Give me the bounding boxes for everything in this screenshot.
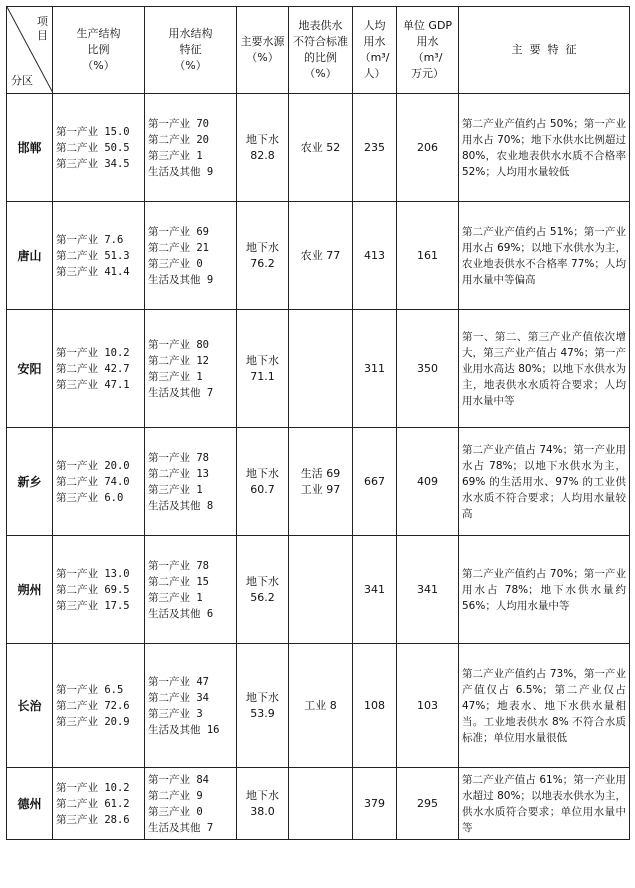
surface-cell: 工业 8 bbox=[289, 644, 353, 768]
feature-cell: 第二产业产值占 74%；第一产业用水占 78%；以地下水供水为主，69% 的生活用水、97% 的工业供水水质不符合要求；人均用水量较高 bbox=[459, 428, 630, 536]
region-cell: 德州 bbox=[7, 768, 53, 840]
water-use-cell: 第一产业 84 第二产业 9 第三产业 0 生活及其他 7 bbox=[145, 768, 237, 840]
gdp-water-cell: 161 bbox=[397, 202, 459, 310]
corner-top-label: 项 目 bbox=[37, 15, 48, 42]
surface-cell: 农业 77 bbox=[289, 202, 353, 310]
feature-cell: 第二产业产值约占 50%；第一产业用水占 70%；地下水供水比例超过 80%，农业地表供水水质不合格率 52%；人均用水量较低 bbox=[459, 94, 630, 202]
gdp-water-cell: 350 bbox=[397, 310, 459, 428]
gdp-water-cell: 295 bbox=[397, 768, 459, 840]
header-per-capita: 人均 用水 （m³/ 人） bbox=[353, 7, 397, 94]
water-use-cell: 第一产业 78 第二产业 15 第三产业 1 生活及其他 6 bbox=[145, 536, 237, 644]
table-row bbox=[7, 310, 630, 428]
per-capita-cell: 667 bbox=[353, 428, 397, 536]
feature-cell: 第二产业产值约占 70%；第一产业用水占 78%；地下水供水量约 56%；人均用水量中等 bbox=[459, 536, 630, 644]
gdp-water-cell: 341 bbox=[397, 536, 459, 644]
corner-bottom-label: 分区 bbox=[11, 74, 33, 87]
region-cell: 安阳 bbox=[7, 310, 53, 428]
gdp-water-cell: 206 bbox=[397, 94, 459, 202]
header-surface: 地表供水 不符合标准 的比例 （%） bbox=[289, 7, 353, 94]
feature-cell: 第二产业产值约占 51%；第一产业用水占 69%；以地下水供水为主，农业地表供水不合格率 77%；人均用水量中等偏高 bbox=[459, 202, 630, 310]
per-capita-cell: 311 bbox=[353, 310, 397, 428]
header-water-use: 用水结构 特征 （%） bbox=[145, 7, 237, 94]
gdp-water-cell: 409 bbox=[397, 428, 459, 536]
feature-cell: 第一、第二、第三产业产值依次增大，第三产业产值占 47%；第一产业用水高达 80%；以地下水供水为主，地表供水水质符合要求；人均用水量中等 bbox=[459, 310, 630, 428]
production-cell: 第一产业 20.0 第二产业 74.0 第三产业 6.0 bbox=[53, 428, 145, 536]
source-cell: 地下水 53.9 bbox=[237, 644, 289, 768]
surface-cell: 农业 52 bbox=[289, 94, 353, 202]
region-cell: 邯郸 bbox=[7, 94, 53, 202]
production-cell: 第一产业 10.2 第二产业 42.7 第三产业 47.1 bbox=[53, 310, 145, 428]
production-cell: 第一产业 13.0 第二产业 69.5 第三产业 17.5 bbox=[53, 536, 145, 644]
region-cell: 唐山 bbox=[7, 202, 53, 310]
source-cell: 地下水 71.1 bbox=[237, 310, 289, 428]
production-cell: 第一产业 15.0 第二产业 50.5 第三产业 34.5 bbox=[53, 94, 145, 202]
water-use-cell: 第一产业 80 第二产业 12 第三产业 1 生活及其他 7 bbox=[145, 310, 237, 428]
table-row bbox=[7, 536, 630, 644]
gdp-water-cell: 103 bbox=[397, 644, 459, 768]
per-capita-cell: 413 bbox=[353, 202, 397, 310]
surface-cell bbox=[289, 768, 353, 840]
water-use-cell: 第一产业 47 第二产业 34 第三产业 3 生活及其他 16 bbox=[145, 644, 237, 768]
production-cell: 第一产业 7.6 第二产业 51.3 第三产业 41.4 bbox=[53, 202, 145, 310]
corner-header bbox=[7, 7, 53, 94]
source-cell: 地下水 38.0 bbox=[237, 768, 289, 840]
region-cell: 新乡 bbox=[7, 428, 53, 536]
header-production: 生产结构 比例 （%） bbox=[53, 7, 145, 94]
water-use-table bbox=[6, 6, 630, 840]
header-source: 主要水源 （%） bbox=[237, 7, 289, 94]
surface-cell bbox=[289, 536, 353, 644]
water-use-cell: 第一产业 78 第二产业 13 第三产业 1 生活及其他 8 bbox=[145, 428, 237, 536]
per-capita-cell: 235 bbox=[353, 94, 397, 202]
header-row bbox=[7, 7, 630, 94]
table-row bbox=[7, 202, 630, 310]
table-row bbox=[7, 94, 630, 202]
source-cell: 地下水 60.7 bbox=[237, 428, 289, 536]
surface-cell: 生活 69 工业 97 bbox=[289, 428, 353, 536]
table-row bbox=[7, 644, 630, 768]
header-gdp-water: 单位 GDP 用水 （m³/ 万元） bbox=[397, 7, 459, 94]
per-capita-cell: 341 bbox=[353, 536, 397, 644]
region-cell: 长治 bbox=[7, 644, 53, 768]
table-row bbox=[7, 428, 630, 536]
source-cell: 地下水 76.2 bbox=[237, 202, 289, 310]
per-capita-cell: 108 bbox=[353, 644, 397, 768]
feature-cell: 第二产业产值占 61%；第一产业用水超过 80%；以地表水供水为主，供水水质符合要求；单位用水量中等 bbox=[459, 768, 630, 840]
feature-cell: 第二产业产值约占 73%，第一产业产值仅占 6.5%；第二产业仅占 47%；地表水、地下水供水量相当。工业地表供水 8% 不符合水质标准；单位用水量很低 bbox=[459, 644, 630, 768]
production-cell: 第一产业 10.2 第二产业 61.2 第三产业 28.6 bbox=[53, 768, 145, 840]
table-row bbox=[7, 768, 630, 840]
water-use-cell: 第一产业 70 第二产业 20 第三产业 1 生活及其他 9 bbox=[145, 94, 237, 202]
source-cell: 地下水 82.8 bbox=[237, 94, 289, 202]
source-cell: 地下水 56.2 bbox=[237, 536, 289, 644]
per-capita-cell: 379 bbox=[353, 768, 397, 840]
surface-cell bbox=[289, 310, 353, 428]
production-cell: 第一产业 6.5 第二产业 72.6 第三产业 20.9 bbox=[53, 644, 145, 768]
water-use-cell: 第一产业 69 第二产业 21 第三产业 0 生活及其他 9 bbox=[145, 202, 237, 310]
region-cell: 朔州 bbox=[7, 536, 53, 644]
header-feature: 主 要 特 征 bbox=[459, 7, 630, 94]
